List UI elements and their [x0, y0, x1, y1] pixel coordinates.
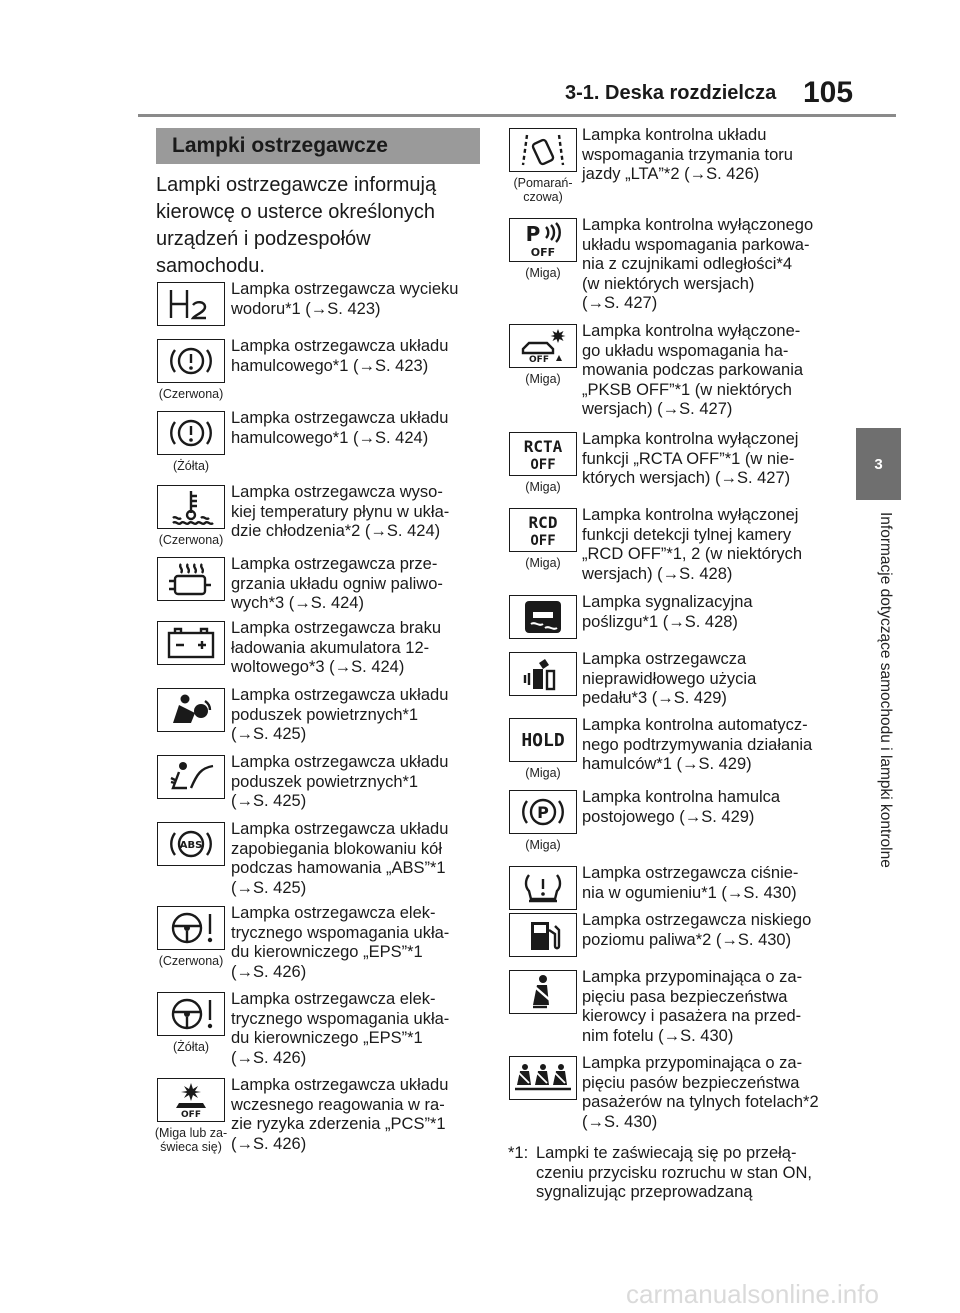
warning-description: [582, 911, 837, 950]
description-line: zapobiegania blokowaniu kół: [231, 839, 442, 858]
description-line: poślizgu*1 (→S. 428): [582, 612, 738, 631]
description-line: (→S. 425): [231, 878, 307, 897]
warning-description: [231, 990, 481, 1068]
description-line: Lampka ostrzegawcza ciśnie-: [582, 864, 799, 882]
svg-text:RCD: RCD: [528, 513, 558, 532]
footnote-mark: *1:: [508, 1144, 529, 1162]
icon-caption: (Czerwona): [158, 533, 224, 547]
description-line: hamulcowego*1 (→S. 424): [231, 428, 429, 447]
icon-caption: (Czerwona): [158, 387, 224, 401]
icon-caption: (Żółta): [172, 459, 210, 473]
description-line: Lampka ostrzegawcza układu: [231, 1076, 449, 1094]
description-line: postojowego (→S. 429): [582, 807, 755, 826]
warning-description: [582, 322, 837, 420]
description-line: poziomu paliwa*2 (→S. 430): [582, 930, 792, 949]
warning-description: [582, 430, 837, 489]
description-line: Lampka kontrolna wyłączonego: [582, 216, 814, 234]
description-line: Lampka ostrzegawcza układu: [231, 409, 449, 427]
icon-caption: (Żółta): [172, 1040, 210, 1054]
warning-description: [582, 968, 837, 1046]
seatbelt-front-icon: [509, 970, 577, 1014]
airbag-side-icon: [157, 755, 225, 799]
description-line: Lampka ostrzegawcza elek-: [231, 904, 436, 922]
description-line: Lampka kontrolna wyłączonej: [582, 506, 799, 524]
description-line: grzania układu ogniw paliwo-: [231, 574, 443, 593]
fuel-cell-overheat-icon: [157, 557, 225, 601]
warning-description: [582, 788, 837, 827]
description-line: Lampka kontrolna układu: [582, 126, 767, 144]
warning-description: [231, 619, 481, 678]
description-line: wych*3 (→S. 424): [231, 594, 364, 612]
description-line: Lampka przypominająca o za-: [582, 1054, 803, 1072]
pcs-icon: [157, 1078, 225, 1122]
warning-description: [231, 1076, 481, 1154]
icon-caption: (Miga): [525, 372, 561, 386]
footnote: [508, 1144, 838, 1203]
chapter-title: Informacje dotyczące samochodu i lampki kontrolne: [877, 512, 894, 868]
section-header: 3-1. Deska rozdzielcza: [565, 82, 777, 104]
coolant-temperature-icon: [157, 485, 225, 529]
description-line: Lampka ostrzegawcza braku: [231, 619, 442, 637]
pksb-off-icon: [509, 324, 577, 368]
svg-text:OFF: OFF: [530, 246, 556, 259]
description-line: Lampka kontrolna hamulca: [582, 788, 781, 806]
description-line: (→S. 425): [231, 725, 307, 743]
description-line: Lampka przypominająca o za-: [582, 968, 803, 986]
hydrogen-leak-icon: [157, 282, 225, 326]
description-line: pięciu pasa bezpieczeństwa: [582, 987, 788, 1006]
description-line: funkcji „RCTA OFF”*1 (w nie-: [582, 449, 795, 468]
description-line: Lampka ostrzegawcza układu: [231, 753, 449, 771]
description-line: poduszek powietrznych*1: [231, 772, 419, 791]
svg-text:OFF: OFF: [530, 533, 556, 549]
low-fuel-icon: [509, 913, 577, 957]
svg-text:P: P: [537, 803, 549, 822]
description-line: dzie chłodzenia*2 (→S. 424): [231, 522, 441, 540]
description-line: pasażerów na tylnych fotelach*2: [582, 1093, 819, 1111]
warning-description: [231, 555, 481, 614]
warning-description: [231, 337, 481, 376]
description-line: nia w ogumieniu*1 (→S. 430): [582, 883, 797, 902]
description-line: których wersjach) (→S. 427): [582, 469, 791, 487]
description-line: Lampka kontrolna wyłączone-: [582, 322, 801, 340]
description-line: Lampka ostrzegawcza układu: [231, 820, 449, 838]
description-line: funkcji detekcji tylnej kamery: [582, 525, 792, 544]
description-line: Lampka ostrzegawcza niskiego: [582, 911, 812, 929]
description-line: Lampka ostrzegawcza prze-: [231, 555, 438, 573]
description-line: (→S. 425): [231, 792, 307, 810]
description-line: Lampka sygnalizacyjna: [582, 593, 753, 611]
rcta-off-icon: [509, 432, 577, 476]
description-line: (→S. 427): [582, 294, 658, 312]
description-line: du kierowniczego „EPS”*1: [231, 943, 423, 961]
description-line: wodoru*1 (→S. 423): [231, 299, 381, 318]
brake-warning-yellow-icon: [157, 411, 225, 455]
warning-description: [582, 716, 837, 775]
warning-description: [231, 280, 481, 319]
chapter-tab[interactable]: 3: [856, 428, 901, 500]
rcd-off-icon: [509, 508, 577, 552]
parking-sensor-off-icon: [509, 218, 577, 262]
seatbelt-rear-icon: [509, 1056, 577, 1100]
svg-text:OFF: OFF: [181, 1110, 201, 1119]
description-line: podczas hamowania „ABS”*1: [231, 859, 446, 877]
description-line: Lampka kontrolna wyłączonej: [582, 430, 799, 448]
description-line: Lampka ostrzegawcza układu: [231, 686, 449, 704]
description-line: (→S. 430): [582, 1112, 658, 1131]
icon-caption: (Miga): [525, 838, 561, 852]
svg-text:RCTA: RCTA: [523, 437, 563, 456]
description-line: trycznego wspomagania ukła-: [231, 1009, 450, 1028]
warning-description: [582, 126, 837, 185]
svg-text:P: P: [525, 222, 541, 246]
warning-description: [231, 686, 481, 745]
warning-description: [231, 409, 481, 448]
description-line: „RCD OFF”*1, 2 (w niektórych: [582, 545, 803, 563]
section-intro: Lampki ostrzegawcze informują kierowcę o usterce określonych urządzeń i podzespołów samochodu.: [156, 174, 437, 277]
page-number: 105: [803, 76, 854, 109]
icon-caption: (Miga): [525, 266, 561, 280]
footnote-text: Lampki te zaświecają się po przełą-czeniu przycisku rozruchu w stan ON, sygnalizując przeprowadzaną: [536, 1144, 813, 1201]
icon-caption: (Miga): [525, 766, 561, 780]
description-line: mowania podczas parkowania: [582, 361, 804, 379]
description-line: poduszek powietrznych*1: [231, 705, 419, 724]
warning-description: [231, 820, 481, 898]
description-line: Lampka ostrzegawcza: [582, 650, 747, 668]
section-title: Lampki ostrzegawcze: [156, 128, 480, 164]
tire-pressure-icon: [509, 866, 577, 910]
description-line: trycznego wspomagania ukła-: [231, 923, 450, 942]
description-line: (w niektórych wersjach): [582, 274, 755, 293]
parking-brake-icon: [509, 790, 577, 834]
header-rule: [138, 114, 896, 117]
description-line: Lampka ostrzegawcza wyso-: [231, 483, 443, 501]
description-line: nim fotelu (→S. 430): [582, 1026, 734, 1045]
description-line: hamulców*1 (→S. 429): [582, 755, 752, 773]
description-line: wczesnego reagowania w ra-: [231, 1095, 445, 1114]
description-line: Lampka ostrzegawcza elek-: [231, 990, 436, 1008]
description-line: Lampka ostrzegawcza wycieku: [231, 280, 459, 298]
description-line: (→S. 426): [231, 1134, 307, 1153]
warning-description: [582, 1054, 837, 1132]
description-line: „PKSB OFF”*1 (w niektórych: [582, 380, 792, 399]
description-line: Lampka ostrzegawcza układu: [231, 337, 449, 355]
eps-yellow-icon: [157, 992, 225, 1036]
icon-caption: (Miga lub za-świeca się): [154, 1126, 228, 1154]
warning-description: [582, 650, 837, 709]
brake-warning-red-icon: [157, 339, 225, 383]
icon-caption: (Miga): [525, 556, 561, 570]
warning-description: [231, 753, 481, 812]
description-line: zie ryzyka zderzenia „PCS”*1: [231, 1115, 446, 1133]
airbag-front-icon: [157, 688, 225, 732]
description-line: kiej temperatury płynu w ukła-: [231, 502, 450, 521]
svg-text:ABS: ABS: [179, 840, 203, 851]
warning-description: [231, 483, 481, 542]
watermark: carmanualsonline.info: [626, 1279, 879, 1309]
description-line: jazdy „LTA”*2 (→S. 426): [582, 165, 760, 183]
description-line: go układu wspomagania ha-: [582, 341, 789, 360]
warning-description: [582, 864, 837, 903]
description-line: kierowcy i pasażera na przed-: [582, 1007, 802, 1025]
icon-caption: (Czerwona): [158, 954, 224, 968]
svg-text:OFF: OFF: [529, 355, 549, 365]
description-line: (→S. 426): [231, 962, 307, 981]
description-line: nego podtrzymywania działania: [582, 735, 813, 754]
warning-description: [582, 216, 837, 314]
lta-icon: [509, 128, 577, 172]
svg-text:OFF: OFF: [530, 457, 556, 473]
description-line: Lampka kontrolna automatycz-: [582, 716, 808, 734]
svg-text:HOLD: HOLD: [521, 730, 565, 751]
icon-caption: (Miga): [525, 480, 561, 494]
description-line: woltowego*3 (→S. 424): [231, 658, 405, 676]
warning-description: [582, 593, 837, 632]
warning-description: [582, 506, 837, 584]
description-line: nieprawidłowego użycia: [582, 669, 757, 688]
abs-icon: [157, 822, 225, 866]
description-line: pięciu pasów bezpieczeństwa: [582, 1073, 800, 1092]
warning-description: [231, 904, 481, 982]
description-line: ładowania akumulatora 12-: [231, 638, 430, 657]
description-line: wspomagania trzymania toru: [582, 145, 793, 164]
description-line: wersjach) (→S. 428): [582, 564, 733, 583]
brake-hold-icon: [509, 718, 577, 762]
description-line: nia z czujnikami odległości*4: [582, 255, 793, 273]
slip-indicator-icon: [509, 595, 577, 639]
eps-red-icon: [157, 906, 225, 950]
description-line: (→S. 426): [231, 1048, 307, 1067]
icon-caption: (Pomarań-czowa): [513, 176, 573, 204]
description-line: wersjach) (→S. 427): [582, 400, 733, 418]
description-line: pedału*3 (→S. 429): [582, 689, 727, 707]
description-line: hamulcowego*1 (→S. 423): [231, 356, 429, 375]
description-line: układu wspomagania parkowa-: [582, 235, 810, 254]
pedal-misuse-icon: [509, 652, 577, 696]
battery-charge-icon: [157, 621, 225, 665]
description-line: du kierowniczego „EPS”*1: [231, 1029, 423, 1047]
